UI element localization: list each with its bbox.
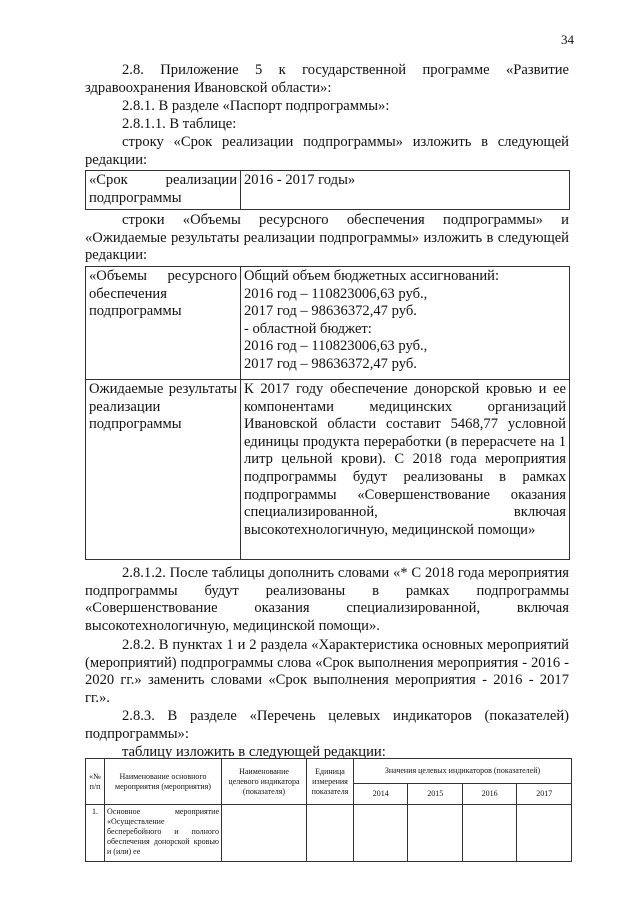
paragraph-table-intro: таблицу изложить в следующей редакции: xyxy=(122,744,386,760)
srok-label-cell: «Срок реализации подпрограммы xyxy=(86,171,241,210)
row-number: 1. xyxy=(86,805,105,862)
header-values: Значения целевых индикаторов (показателей) xyxy=(354,759,572,784)
header-number: «№ п/п xyxy=(86,759,105,805)
srok-table xyxy=(85,170,570,210)
resources-line: Общий объем бюджетных ассигнований: xyxy=(244,268,500,284)
paragraph-2-8-3: 2.8.3. В разделе «Перечень целевых индикаторов (показателей) подпрограммы»: xyxy=(85,708,569,742)
header-year: 2016 xyxy=(462,784,516,805)
srok-value-cell: 2016 - 2017 годы» xyxy=(241,171,570,210)
resources-label-cell: «Объемы ресурсного обеспечения подпрограммы xyxy=(86,267,241,380)
header-year: 2014 xyxy=(354,784,408,805)
page-number: 34 xyxy=(561,32,574,47)
row-value-cell xyxy=(354,805,408,862)
header-measure-name: Наименование основного мероприятия (мероприятия) xyxy=(105,759,222,805)
row-value-cell xyxy=(408,805,462,862)
passport-table xyxy=(85,266,570,560)
resources-line: 2016 год – 110823006,63 руб., xyxy=(244,285,428,302)
row-value-cell xyxy=(517,805,572,862)
paragraph-2-8: 2.8. Приложение 5 к государственной программе «Развитие здравоохранения Ивановской области»: xyxy=(85,62,569,96)
paragraph-srok-intro: строку «Срок реализации подпрограммы» изложить в следующей редакции: xyxy=(85,134,569,168)
results-value-cell: К 2017 году обеспечение донорской кровью и ее компонентами медицинских организаций Ивановской области составит 5468,77 условной единицы продукта переработки (в перерасчете на 1 литр цельной крови). С 2018 года мероприятия подпрограммы будут реализованы в рамках подпрограммы «Совершенствование оказания специализированной, включая высокотехнологичную, медицинской помощи» xyxy=(241,380,570,560)
header-year: 2017 xyxy=(517,784,572,805)
resources-line: 2016 год – 110823006,63 руб., xyxy=(244,338,428,355)
paragraph-2-8-1-2: 2.8.1.2. После таблицы дополнить словами «* С 2018 года мероприятия подпрограммы будут реализованы в рамках подпрограммы «Совершенствование оказания специализированной, включая высокотехнологичную, медицинской помощи». xyxy=(85,565,569,634)
paragraph-2-8-1: 2.8.1. В разделе «Паспорт подпрограммы»: xyxy=(122,98,390,114)
results-label-cell: Ожидаемые результаты реализации подпрограммы xyxy=(86,380,241,560)
row-value-cell xyxy=(462,805,516,862)
header-unit: Единица измерения показателя xyxy=(307,759,354,805)
resources-value-cell xyxy=(241,267,570,380)
row-unit-cell xyxy=(307,805,354,862)
paragraph-2-8-1-1: 2.8.1.1. В таблице: xyxy=(122,116,237,132)
paragraph-obemy-intro: строки «Объемы ресурсного обеспечения подпрограммы» и «Ожидаемые результаты реализации подпрограммы» изложить в следующей редакции: xyxy=(85,212,569,264)
resources-line: 2017 год – 98636372,47 руб. xyxy=(244,355,417,372)
header-year: 2015 xyxy=(408,784,462,805)
row-indicator-cell xyxy=(222,805,307,862)
resources-line: 2017 год – 98636372,47 руб. xyxy=(244,303,417,320)
row-measure-name: Основное мероприятие «Осуществление бесперебойного и полного обеспечения донорской кровью и (или) ее xyxy=(105,805,222,862)
indicators-table xyxy=(85,758,572,862)
resources-line: - областной бюджет: xyxy=(244,320,372,337)
header-indicator-name: Наименование целевого индикатора (показателя) xyxy=(222,759,307,805)
paragraph-2-8-2: 2.8.2. В пунктах 1 и 2 раздела «Характеристика основных мероприятий (мероприятий) подпрограммы слова «Срок выполнения мероприятия - 2016 - 2020 гг.» заменить словами «Срок выполнения мероприятия - 2016 - 2017 гг.». xyxy=(85,637,569,706)
